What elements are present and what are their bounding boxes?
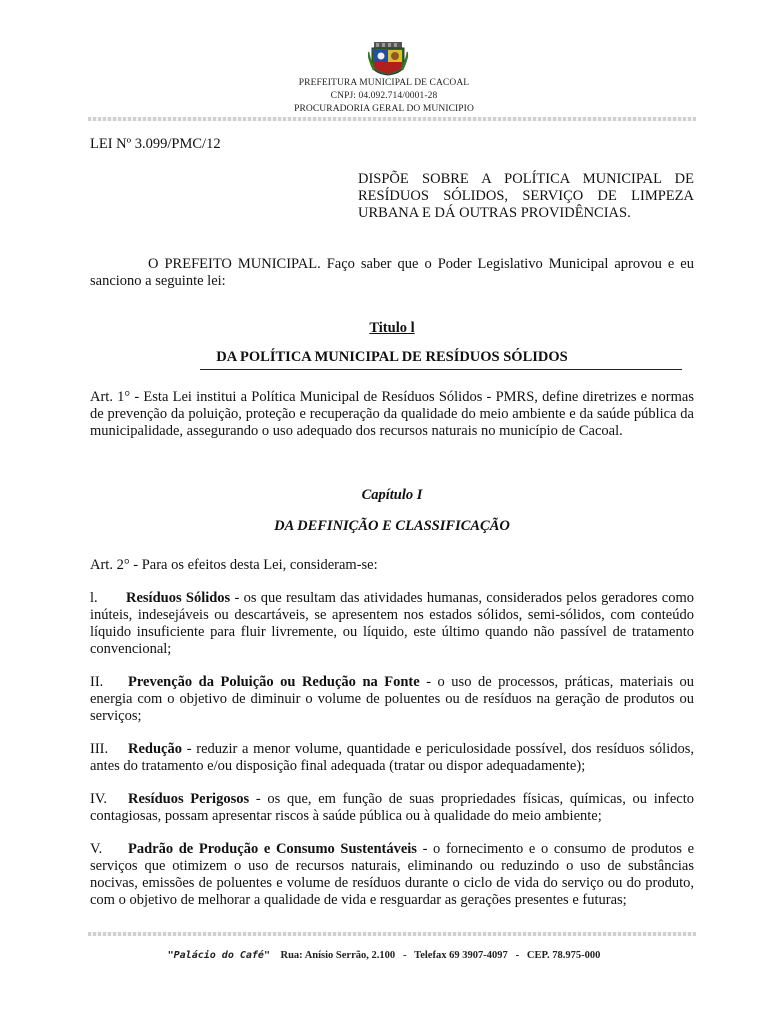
law-ementa: DISPÕE SOBRE A POLÍTICA MUNICIPAL DE RESÍDUOS SÓLIDOS, SERVIÇO DE LIMPEZA URBANA E DÁ OUTRAS PROVIDÊNCIAS.	[358, 171, 694, 221]
item-text: - os que, em função de suas propriedades físicas, químicas, ou infecto contagiosas, possam apresentar riscos à saúde pública ou à qualidade do meio ambiente;	[90, 791, 694, 824]
item-text: - reduzir a menor volume, quantidade e periculosidade possível, dos resíduos sólidos, antes do tratamento e/ou disposição final adequada (tratar ou dispor adequadamente);	[90, 741, 694, 774]
municipal-coat-of-arms-icon	[368, 42, 408, 76]
item-number: II.	[90, 674, 104, 690]
header-procuradoria: PROCURADORIA GERAL DO MUNICIPIO	[294, 104, 474, 114]
article-2: Art. 2° - Para os efeitos desta Lei, consideram-se:	[90, 557, 378, 573]
footer-motto: "Palácio do Café"	[167, 950, 270, 961]
item-number: V.	[90, 841, 103, 857]
title-label: Titulo l	[369, 320, 415, 336]
chapter-heading: DA DEFINIÇÃO E CLASSIFICAÇÃO	[274, 518, 510, 534]
title-underline	[200, 369, 682, 370]
item-number: III.	[90, 741, 109, 757]
item-text: - o fornecimento e o consumo de produtos e serviços que otimizem o uso de recursos naturais, eliminando ou reduzindo o uso de substâncias nocivas, emissões de poluentes e volume de resíduos durante o ciclo de vida do serviço ou do produto, com o objetivo de melhorar a qualidade de vida e resguardar as gerações presentes e futuras;	[90, 841, 695, 908]
preamble: O PREFEITO MUNICIPAL. Faço saber que o Poder Legislativo Municipal aprovou e eu sanciono a seguinte lei:	[90, 256, 694, 289]
header-divider	[88, 117, 696, 121]
list-item	[90, 741, 694, 775]
footer-address: Rua: Anísio Serrão, 2.100 - Telefax 69 3907-4097 - CEP. 78.975-000	[280, 950, 601, 961]
title-heading: DA POLÍTICA MUNICIPAL DE RESÍDUOS SÓLIDOS	[216, 349, 568, 365]
item-term: Padrão de Produção e Consumo Sustentáveis	[128, 841, 417, 857]
list-item	[90, 674, 694, 725]
footer-divider	[88, 932, 696, 936]
item-text: - o uso de processos, práticas, materiais ou energia com o objetivo de diminuir o volume de poluentes ou de resíduos na geração de produtos ou serviços;	[90, 674, 695, 724]
item-term: Redução	[128, 741, 182, 757]
header-cnpj: CNPJ: 04.092.714/0001-28	[330, 91, 438, 101]
item-text: - os que resultam das atividades humanas, considerados pelos geradores como inúteis, indesejáveis ou descartáveis, se apresentem nos estados sólidos, semi-sólidos, com conteúdo líquido insuficiente para fluir livremente, ou líquido, este último quando não passível de tratamento convencional;	[90, 590, 695, 657]
footer	[0, 950, 768, 961]
law-number: LEI Nº 3.099/PMC/12	[90, 136, 221, 152]
header-prefeitura: PREFEITURA MUNICIPAL DE CACOAL	[298, 78, 470, 88]
list-item	[90, 841, 694, 909]
article-1: Art. 1° - Esta Lei institui a Política Municipal de Resíduos Sólidos - PMRS, define diretrizes e normas de prevenção da poluição, proteção e recuperação da qualidade do meio ambiente e da saúde pública da municipalidade, assegurando o uso adequado dos recursos naturais no município de Cacoal.	[90, 389, 694, 439]
item-term: Prevenção da Poluição ou Redução na Fonte	[128, 674, 420, 690]
item-term: Resíduos Perigosos	[128, 791, 250, 807]
item-number: IV.	[90, 791, 108, 807]
item-number: l.	[90, 590, 98, 606]
list-item	[90, 791, 694, 825]
item-term: Resíduos Sólidos	[126, 590, 231, 606]
list-item	[90, 590, 694, 658]
chapter-label: Capítulo I	[361, 487, 423, 503]
